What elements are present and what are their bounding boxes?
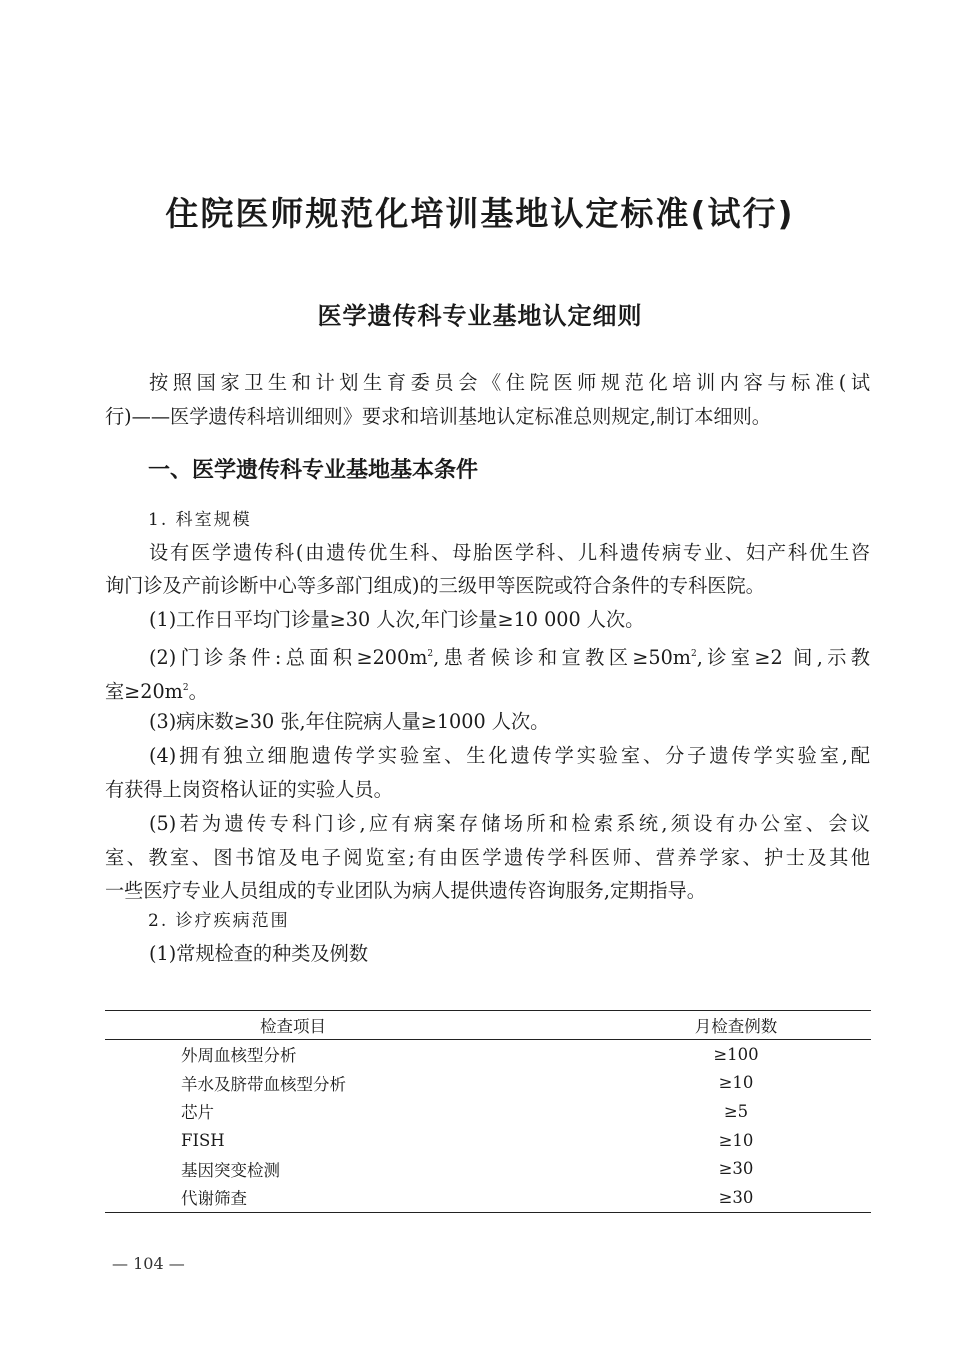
item1-text-line-2: 询门诊及产前诊断中心等多部门组成)的三级甲等医院或符合条件的专科医院。 — [105, 574, 765, 597]
condition-4-line-2: 有获得上岗资格认证的实验人员。 — [105, 778, 393, 801]
table-row — [105, 1097, 871, 1126]
condition-5-line-2: 室、教室、图书馆及电子阅览室;有由医学遗传学科医师、营养学家、护士及其他 — [105, 846, 870, 869]
page-number: — 104 — — [112, 1254, 185, 1273]
condition-4-line-1: (4)拥有独立细胞遗传学实验室、生化遗传学实验室、分子遗传学实验室,配 — [149, 744, 870, 767]
table-row — [105, 1183, 871, 1212]
exam-count: ≥30 — [718, 1159, 754, 1179]
condition-5-line-1: (5)若为遗传专科门诊,应有病案存储场所和检索系统,须设有办公室、会议 — [149, 812, 870, 835]
exam-name: FISH — [181, 1130, 225, 1150]
table-row — [105, 1154, 871, 1183]
item2-subheading: (1)常规检查的种类及例数 — [149, 942, 369, 965]
table-row — [105, 1126, 871, 1155]
exam-count: ≥10 — [718, 1130, 754, 1150]
condition-5-line-3: 一些医疗专业人员组成的专业团队为病人提供遗传咨询服务,定期指导。 — [105, 879, 706, 902]
exam-name: 羊水及脐带血核型分析 — [181, 1074, 346, 1094]
document-subtitle: 医学遗传科专业基地认定细则 — [317, 302, 643, 330]
condition-1: (1)工作日平均门诊量≥30 人次,年门诊量≥10 000 人次。 — [149, 608, 645, 631]
exam-count: ≥100 — [713, 1044, 759, 1064]
table-header-row — [105, 1011, 871, 1040]
intro-line-2: 行)——医学遗传科培训细则》要求和培训基地认定标准总则规定,制订本细则。 — [105, 405, 771, 428]
header-exam-item: 检查项目 — [260, 1017, 326, 1036]
exam-count: ≥5 — [723, 1101, 749, 1121]
intro-line-1: 按照国家卫生和计划生育委员会《住院医师规范化培训内容与标准(试 — [149, 371, 871, 394]
condition-3: (3)病床数≥30 张,年住院病人量≥1000 人次。 — [149, 710, 550, 733]
header-monthly-count: 月检查例数 — [694, 1017, 778, 1036]
exam-name: 基因突变检测 — [181, 1160, 280, 1180]
section-heading-1: 一、医学遗传科专业基地基本条件 — [148, 458, 479, 483]
table-row — [105, 1069, 871, 1098]
exam-table — [105, 1010, 871, 1213]
condition-2-line-2: 室$\ge 20m^2$。 — [105, 680, 208, 703]
document-title: 住院医师规范化培训基地认定标准(试行) — [165, 194, 795, 233]
exam-count: ≥30 — [718, 1187, 754, 1207]
exam-count: ≥10 — [718, 1073, 754, 1093]
table-row — [105, 1040, 871, 1069]
exam-name: 芯片 — [181, 1103, 214, 1123]
exam-name: 外周血核型分析 — [181, 1046, 297, 1066]
item-heading-2: 2. 诊疗疾病范围 — [148, 911, 290, 931]
item-heading-1: 1. 科室规模 — [148, 510, 252, 530]
condition-2-line-1: (2)门诊条件:总面积$\ge 200m^2$,患者候诊和宣教区$\ge 50m^2$,诊室≥2 间,示教 — [149, 646, 870, 669]
exam-name: 代谢筛查 — [181, 1189, 247, 1209]
item1-text-line-1: 设有医学遗传科(由遗传优生科、母胎医学科、儿科遗传病专业、妇产科优生咨 — [149, 541, 870, 564]
